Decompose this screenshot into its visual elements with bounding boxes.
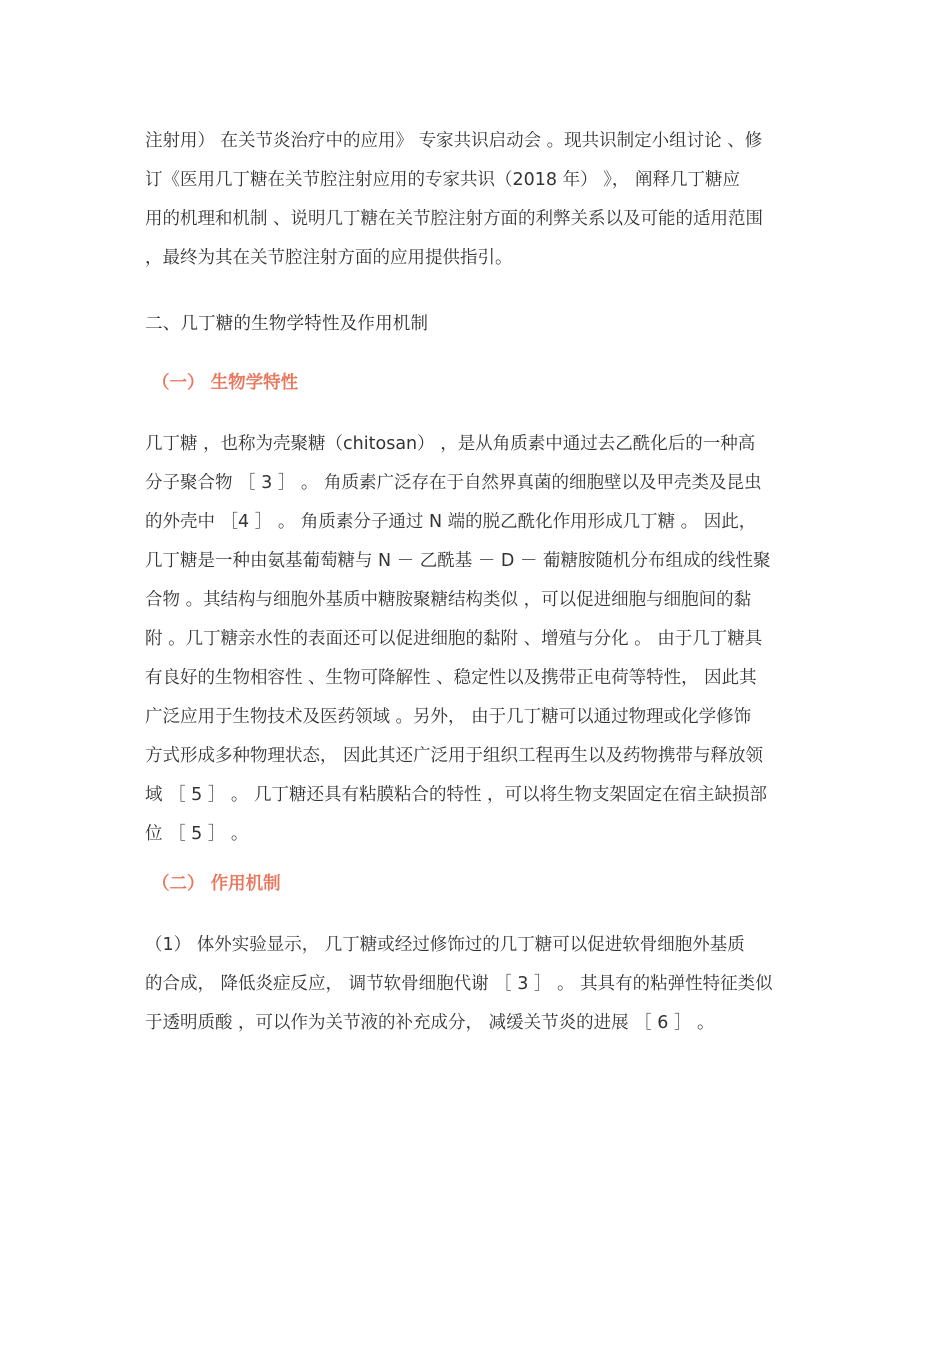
paragraph-line: 于透明质酸 ，可以作为关节液的补充成分， 减缓关节炎的进展 ［ 6 ］ 。: [145, 1013, 715, 1033]
paragraph-line: 域 ［ 5 ］ 。 几丁糖还具有粘膜粘合的特性 ，可以将生物支架固定在宿主缺损部: [145, 785, 768, 805]
paragraph-line: 几丁糖是一种由氨基葡萄糖与 N － 乙酰基 － D － 葡糖胺随机分布组成的线性聚: [145, 551, 771, 571]
paragraph-line: 广泛应用于生物技术及医药领域 。另外， 由于几丁糖可以通过物理或化学修饰: [145, 707, 752, 727]
paragraph-line: 的合成， 降低炎症反应， 调节软骨细胞代谢 ［ 3 ］ 。 其具有的粘弹性特征类似: [145, 974, 773, 994]
paragraph-line: 订《医用几丁糖在关节腔注射应用的专家共识（2018 年） 》， 阐释几丁糖应: [145, 170, 740, 190]
paragraph-line: 合物 。其结构与细胞外基质中糖胺聚糖结构类似 ，可以促进细胞与细胞间的黏: [145, 590, 752, 610]
paragraph-line: 有良好的生物相容性 、生物可降解性 、稳定性以及携带正电荷等特性， 因此其: [145, 668, 757, 688]
paragraph-line: 位 ［ 5 ］ 。: [145, 824, 249, 844]
paragraph-line: 方式形成多种物理状态， 因此其还广泛用于组织工程再生以及药物携带与释放领: [145, 746, 764, 766]
subsection-heading-mechanism: （二） 作用机制: [152, 874, 281, 894]
paragraph-line: 分子聚合物 ［ 3 ］ 。 角质素广泛存在于自然界真菌的细胞壁以及甲壳类及昆虫: [145, 473, 762, 493]
paragraph-line: 附 。几丁糖亲水性的表面还可以促进细胞的黏附 、增殖与分化 。 由于几丁糖具: [145, 629, 763, 649]
paragraph-line: ，最终为其在关节腔注射方面的应用提供指引。: [145, 248, 513, 268]
mechanism-paragraph: [145, 926, 807, 1043]
section-heading: 二、几丁糖的生物学特性及作用机制: [145, 314, 429, 334]
paragraph-line: 几丁糖 ，也称为壳聚糖（chitosan） ，是从角质素中通过去乙酰化后的一种高: [145, 434, 756, 454]
paragraph-line: （1） 体外实验显示， 几丁糖或经过修饰过的几丁糖可以促进软骨细胞外基质: [145, 935, 745, 955]
paragraph-line: 的外壳中 ［4 ］ 。 角质素分子通过 N 端的脱乙酰化作用形成几丁糖 。 因此，: [145, 512, 757, 532]
biological-properties-paragraph: [145, 425, 807, 854]
subsection-heading-biological-properties: （一） 生物学特性: [152, 373, 299, 393]
paragraph-line: 注射用） 在关节炎治疗中的应用》 专家共识启动会 。现共识制定小组讨论 、修: [145, 131, 763, 151]
intro-paragraph: [145, 122, 807, 278]
paragraph-line: 用的机理和机制 、说明几丁糖在关节腔注射方面的利弊关系以及可能的适用范围: [145, 209, 764, 229]
